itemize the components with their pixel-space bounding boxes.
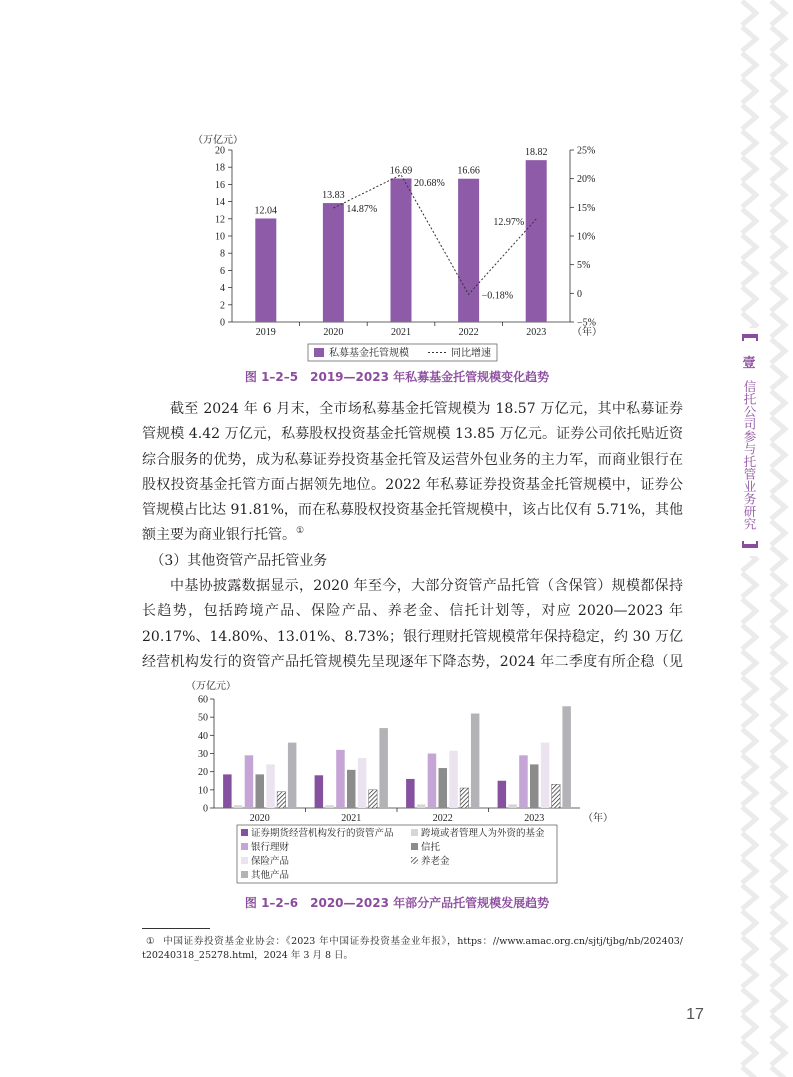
- paragraph-1-line-text: 额主要为商业银行托管。: [142, 527, 296, 544]
- x-axis-unit-label: （年）: [572, 327, 602, 338]
- section-heading: （3）其他资管产品托管业务: [150, 552, 328, 569]
- left-y-tick-label: 18: [215, 162, 225, 174]
- left-y-tick-label: 0: [220, 317, 225, 329]
- bar-2021-series-7: [379, 728, 388, 808]
- bar-value-label: 16.69: [389, 165, 413, 177]
- paragraph-1-line: 管规模占比达 91.81%，而在私募股权投资基金托管规模中，该占比仅有 5.71%，其他: [142, 502, 683, 519]
- legend-label: 同比增速: [451, 348, 491, 359]
- bar-2022-series-2: [417, 804, 426, 808]
- y-axis-unit-label: （万亿元）: [193, 135, 243, 146]
- bar-2022-series-5: [449, 751, 458, 808]
- right-y-tick-label: −5%: [577, 317, 596, 329]
- y-axis-unit-label: （万亿元）: [186, 681, 236, 692]
- legend-label: 其他产品: [251, 871, 290, 881]
- bar-2020-series-5: [266, 764, 275, 808]
- bar-value-label: 13.83: [322, 190, 345, 202]
- bar-value-label: 18.82: [524, 147, 548, 159]
- legend-label: 银行理财: [251, 843, 290, 853]
- figure-1-2-6-chart: [180, 672, 620, 887]
- legend-swatch: [411, 857, 418, 864]
- bar-2020-series-6: [277, 792, 286, 808]
- bar-2023-series-1: [498, 781, 507, 808]
- paragraph-1-line: 股权投资基金托管方面占据领先地位。2022 年私募证券投资基金托管规模中，证券公: [142, 476, 683, 493]
- x-tick-label: 2023: [526, 327, 547, 338]
- chart1-plot-area: [193, 133, 602, 361]
- footnote-line: [142, 935, 683, 949]
- paragraph-1-line: 管规模 4.42 万亿元，私募股权投资基金托管规模 13.85 万亿元。证券公司依托贴近资: [142, 426, 683, 443]
- right-y-tick-label: 20%: [577, 174, 596, 186]
- footnote: [142, 935, 683, 963]
- x-tick-label: 2021: [341, 813, 362, 824]
- right-y-tick-label: 15%: [577, 202, 596, 214]
- left-y-tick-label: 6: [220, 265, 225, 277]
- x-axis-unit-label: （年）: [583, 813, 613, 824]
- chapter-number: 壹: [742, 356, 756, 371]
- legend-label: 证券期货经营机构发行的资管产品: [251, 829, 394, 839]
- right-y-tick-label: 25%: [577, 145, 596, 157]
- chapter-tab-open-bracket: [742, 334, 758, 341]
- right-y-tick-label: 10%: [577, 231, 596, 243]
- y-tick-label: 30: [198, 749, 208, 760]
- bar-2023-series-5: [541, 743, 550, 808]
- x-tick-label: 2020: [249, 813, 270, 824]
- x-tick-label: 2022: [458, 327, 479, 338]
- y-tick-label: 50: [198, 712, 208, 724]
- x-tick-label: 2023: [524, 813, 545, 824]
- bar-2021-series-1: [315, 775, 324, 808]
- bar-2022-series-3: [428, 754, 437, 809]
- bar-2023-series-6: [552, 784, 561, 808]
- bar-2020-series-4: [256, 774, 265, 808]
- bar-value-label: 12.04: [254, 205, 278, 217]
- footnote-line: t20240318_25278.html，2024 年 3 月 8 日。: [142, 950, 354, 961]
- legend-swatch: [241, 829, 248, 836]
- y-tick-label: 0: [203, 803, 208, 815]
- x-tick-label: 2022: [432, 813, 453, 824]
- bar-2020-series-1: [223, 774, 232, 808]
- left-y-tick-label: 16: [215, 179, 225, 191]
- paragraph-2-line: 经营机构发行的资管产品托管规模先呈现逐年下降态势，2024 年二季度有所企稳（见: [142, 653, 683, 670]
- growth-rate-label: 12.97%: [493, 216, 525, 228]
- bar-2021-series-4: [347, 770, 356, 808]
- legend-label: 私募基金托管规模: [329, 348, 409, 359]
- legend-label: 保险产品: [251, 857, 290, 867]
- chart2-legend: [237, 825, 557, 883]
- paragraph-2-line: 长趋势，包括跨境产品、保险产品、养老金、信托计划等，对应 2020—2023 年: [142, 603, 683, 620]
- chapter-title: 信托公司参与托管业务研究: [742, 380, 757, 530]
- paragraph-2-line: 中基协披露数据显示，2020 年至今，大部分资管产品托管（含保管）规模都保持: [170, 578, 683, 595]
- footnote-marker: ①: [146, 936, 156, 947]
- left-y-tick-label: 2: [220, 300, 225, 312]
- footnote-text: 中国证券投资基金业协会：《2023 年中国证券投资基金业年报》，https：//www.amac.org.cn/sjtj/tjbg/nb/202403/: [163, 936, 683, 947]
- right-y-tick-label: 5%: [577, 260, 591, 272]
- bar-2022-series-1: [406, 779, 415, 808]
- y-tick-label: 40: [198, 730, 208, 742]
- footnote-separator: [142, 928, 210, 929]
- footnote-reference: ①: [296, 526, 305, 537]
- figure-1-2-5-caption: 图 1–2–5 2019—2023 年私募基金托管规模变化趋势: [244, 370, 550, 384]
- bar-2019: [255, 218, 276, 322]
- y-tick-label: 60: [198, 694, 208, 706]
- y-tick-label: 10: [198, 785, 208, 797]
- legend-label: 跨境或者管理人为外资的基金: [421, 829, 545, 839]
- legend-label: 养老金: [421, 857, 450, 867]
- growth-rate-label: 20.68%: [414, 177, 445, 189]
- bar-2022: [458, 179, 479, 322]
- bar-2020: [323, 203, 344, 322]
- chart1-legend: [308, 344, 497, 361]
- bar-2020-series-7: [288, 743, 297, 808]
- bar-2023-series-4: [530, 764, 539, 808]
- page-number: 17: [686, 1006, 704, 1023]
- bar-2021-series-3: [336, 750, 345, 808]
- legend-swatch: [241, 857, 248, 864]
- paragraph-2-line: 20.17%、14.80%、13.01%、8.73%；银行理财托管规模常年保持稳定，约 30 万亿: [142, 628, 683, 645]
- bar-2023-series-7: [562, 706, 571, 808]
- body-text: [142, 397, 683, 675]
- left-y-tick-label: 14: [215, 197, 225, 209]
- legend-swatch: [411, 829, 418, 836]
- bar-2022-series-6: [460, 788, 469, 808]
- bar-2020-series-2: [234, 805, 243, 808]
- figure-1-2-6-caption: 图 1–2–6 2020—2023 年部分产品托管规模发展趋势: [244, 896, 550, 910]
- growth-rate-label: −0.18%: [481, 290, 514, 302]
- bar-2021: [391, 178, 412, 322]
- legend-swatch: [241, 843, 248, 850]
- left-y-tick-label: 10: [215, 231, 225, 243]
- bar-2023-series-2: [508, 804, 517, 808]
- bar-2023: [526, 160, 547, 322]
- paragraph-1-line: 截至 2024 年 6 月末，全市场私募基金托管规模为 18.57 万亿元，其中私募证券: [170, 401, 683, 417]
- paragraph-1-last-line: [142, 523, 683, 548]
- left-y-tick-label: 20: [215, 145, 225, 157]
- paragraph-1-line: 综合服务的优势，成为私募证券投资基金托管及运营外包业务的主力军，而商业银行在: [142, 451, 683, 468]
- right-y-tick-label: 0: [577, 288, 582, 300]
- bar-2022-series-4: [439, 768, 448, 808]
- figure-1-2-5-chart: [180, 128, 620, 366]
- bar-2022-series-7: [471, 714, 480, 808]
- x-tick-label: 2019: [255, 327, 276, 338]
- legend-swatch: [241, 871, 248, 878]
- bar-2021-series-2: [325, 805, 334, 808]
- left-y-tick-label: 12: [215, 214, 225, 226]
- left-y-tick-label: 8: [220, 248, 225, 260]
- bar-value-label: 16.66: [457, 165, 480, 177]
- chapter-tab-close-bracket: [742, 541, 758, 548]
- bar-2020-series-3: [245, 755, 254, 808]
- left-y-tick-label: 4: [220, 283, 225, 295]
- growth-rate-label: 14.87%: [346, 204, 378, 216]
- legend-swatch-bar: [314, 348, 324, 357]
- x-tick-label: 2021: [391, 327, 411, 338]
- growth-rate-line: [333, 175, 536, 295]
- legend-label: 信托: [421, 843, 441, 853]
- bar-2021-series-6: [369, 790, 378, 808]
- legend-swatch: [411, 843, 418, 850]
- chart2-plot-area: [186, 679, 613, 883]
- y-tick-label: 20: [198, 767, 208, 779]
- x-tick-label: 2020: [323, 327, 344, 338]
- bar-2023-series-3: [519, 755, 528, 808]
- bar-2021-series-5: [358, 758, 367, 808]
